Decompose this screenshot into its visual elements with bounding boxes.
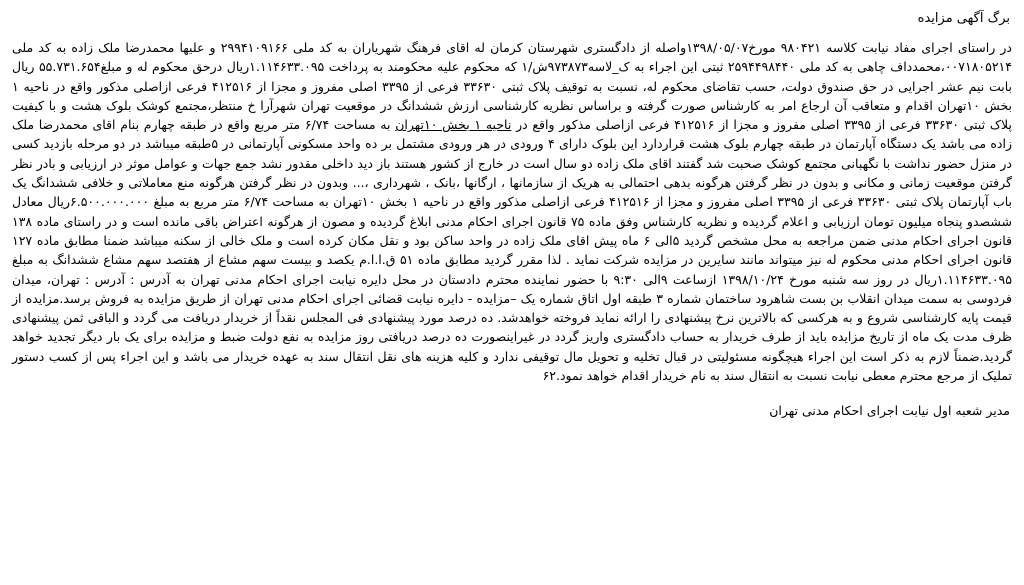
signature-line: مدیر شعبه اول نیابت اجرای احکام مدنی تهران — [769, 403, 1010, 419]
notice-body — [12, 38, 1012, 385]
notice-body-part-1: در راستای اجرای مفاد نیابت کلاسه ۹۸۰۴۲۱ مورخ۱۳۹۸/۰۵/۰۷واصله از دادگستری شهرستان کرمان له اقای فرهنگ شهریاران به کد ملی ۲۹۹۴۱۰۹۱۶۶ و علیها محمدرضا ملک زاده به کد ملی ۰۰۷۱۸۰۵۲۱۴،محمدداف چاهی به کد ملی ۲۵۹۴۴۹۸۴۴۰ ثبتی این اجراء به ک_لاسه۹۷۳۸۷۳ش/۱ که محکوم علیه محکومند به پرداخت ۱.۱۱۴۶۳۳.۰۹۵ریال درحق محکوم له و مبلغ۵۵.۷۳۱.۶۵۴ ریال بابت نیم عشر اجرایی در حق صندوق دولت، حسب تقاضای محکوم له، نسبت به توقیف پلاک ثبتی ۳۳۶۳۰ فرعی از ۳۳۹۵ اصلی مفروز و مجزا از ۴۱۲۵۱۶ فرعی ازاصلی مذکور واقع در ناحیه ۱ بخش ۱۰تهران اقدام و متعاقب آن ارجاع امر به کارشناس صورت گرفته و براساس نظریه کارشناسی ارزش ششدانگ در موقعیت تهران شهرآرا خ منتظر،مجتمع کوشک بلوک هشت و با کیفیت پلاک ثبتی ۳۳۶۳۰ فرعی از ۳۳۹۵ اصلی مفروز و مجزا از ۴۱۲۵۱۶ فرعی ازاصلی مذکور واقع در — [12, 40, 1013, 133]
notice-body-part-2: به مساحت ۶/۷۴ متر مربع واقع در طبقه چهارم بنام اقای محمدرضا ملک زاده می باشد یک دستگاه آپارتمان در طبقه چهارم بلوک هشت قراردارد این بلوک دارای ۴ ورودی در هر ورودی مشتمل بر ده واحد مسکونی آپارتمانی در ۵طبقه میباشد در دو مرحله بازدید کسی در منزل حضور نداشت با نگهبانی مجتمع کوشک صحبت شد گفتند اقای ملک زاده دو سال است در خارج از کشور هستند باز دید داخلی مقدور نشد جمع جهات و عوامل موثر در ارزیابی و بادر نظر گرفتن موقعیت زمانی و مکانی و بدون در نظر گرفتن هرگونه بدهی احتمالی به هریک از سازمانها ، ارگانها ،بانک ، شهرداری ،... وبدون در نظر گرفتن هرگونه منع معاملاتی و خلافی ششدانگ یک باب آپارتمان پلاک ثبتی ۳۳۶۳۰ فرعی از ۳۳۹۵ اصلی مفروز و مجزا از ۴۱۲۵۱۶ فرعی ازاصلی مذکور واقع در ناحیه ۱ بخش ۱۰تهران به مساحت ۶/۷۴ متر مربع به مبلغ ۶.۵۰۰.۰۰۰.۰۰۰ریال معادل ششصدو پنجاه میلیون تومان ارزیابی و اعلام گردیده و نظریه کارشناس وفق ماده ۷۵ قانون اجرای احکام مدنی ابلاغ گردیده و مصون از هرگونه اعتراض باقی مانده است و در راستای ماده ۱۳۸ قانون اجرای احکام مدنی ضمن مراجعه به محل مشخص گردید ۵الی ۶ ماه پیش اقای ملک زاده در واحد ساکن بود و نقل مکان کرده است و ملک خالی از سکنه میباشد ضمنا مطابق ماده ۱۲۷ قانون اجرای احکام مدنی محکوم له نیز میتواند مانند سایرین در مزایده شرکت نماید . لذا مقرر گردید مطابق ماده ۵۱ ق.ا.ا.م یکصد و بیست سهم مشاع از هفتصد سهم مشاع ششدانگ به مبلغ ۱.۱۱۴۶۳۳.۰۹۵ریال در روز سه شنبه مورخ ۱۳۹۸/۱۰/۲۴ ازساعت ۹الی ۹:۳۰ با حضور نماینده محترم دادستان در محل دایره نیابت اجرای احکام مدنی تهران به آدرس : آدرس : تهران، میدان فردوسی به سمت میدان انقلاب بن بست شاهرود ساختمان شماره ۳ طبقه اول اتاق شماره یک –مزایده - دایره نیابت قضائی اجرای احکام مدنی تهران از طریق مزایده به فروش برسد.مزایده از قیمت پایه کارشناسی شروع و به هرکسی که بالاترین نرخ پیشنهادی را ارائه نماید فروخته خواهدشد. ده درصد مورد پیشنهادی فی المجلس نقداً از خریدار دریافت می گردد و الباقی ثمن پیشنهادی ظرف مدت یک ماه از تاریخ مزایده باید از طرف خریدار به حساب دادگستری واریز گردد در غیراینصورت ده درصد دریافتی روز مزایده به نفع دولت ضبط و مزایده برای یک بار دیگر تجدید خواهد گردید.ضمناً لازم به ذکر است این اجراء هیچگونه مسئولیتی در قبال تخلیه و تحویل مال توقیفی ندارد و کلیه هزینه های نقل انتقال سند به عهده خریدار می باشد و این اجراء پس از کسب دستور تملیک از مرجع محترم معطی نیابت نسبت به انتقال سند به نام خریدار اقدام خواهد نمود.۶۲ — [12, 117, 1012, 384]
document-title: برگ آگهی مزایده — [917, 11, 1010, 26]
notice-body-underlined-location: ناحیه ۱ بخش ۱۰تهران — [395, 117, 512, 133]
